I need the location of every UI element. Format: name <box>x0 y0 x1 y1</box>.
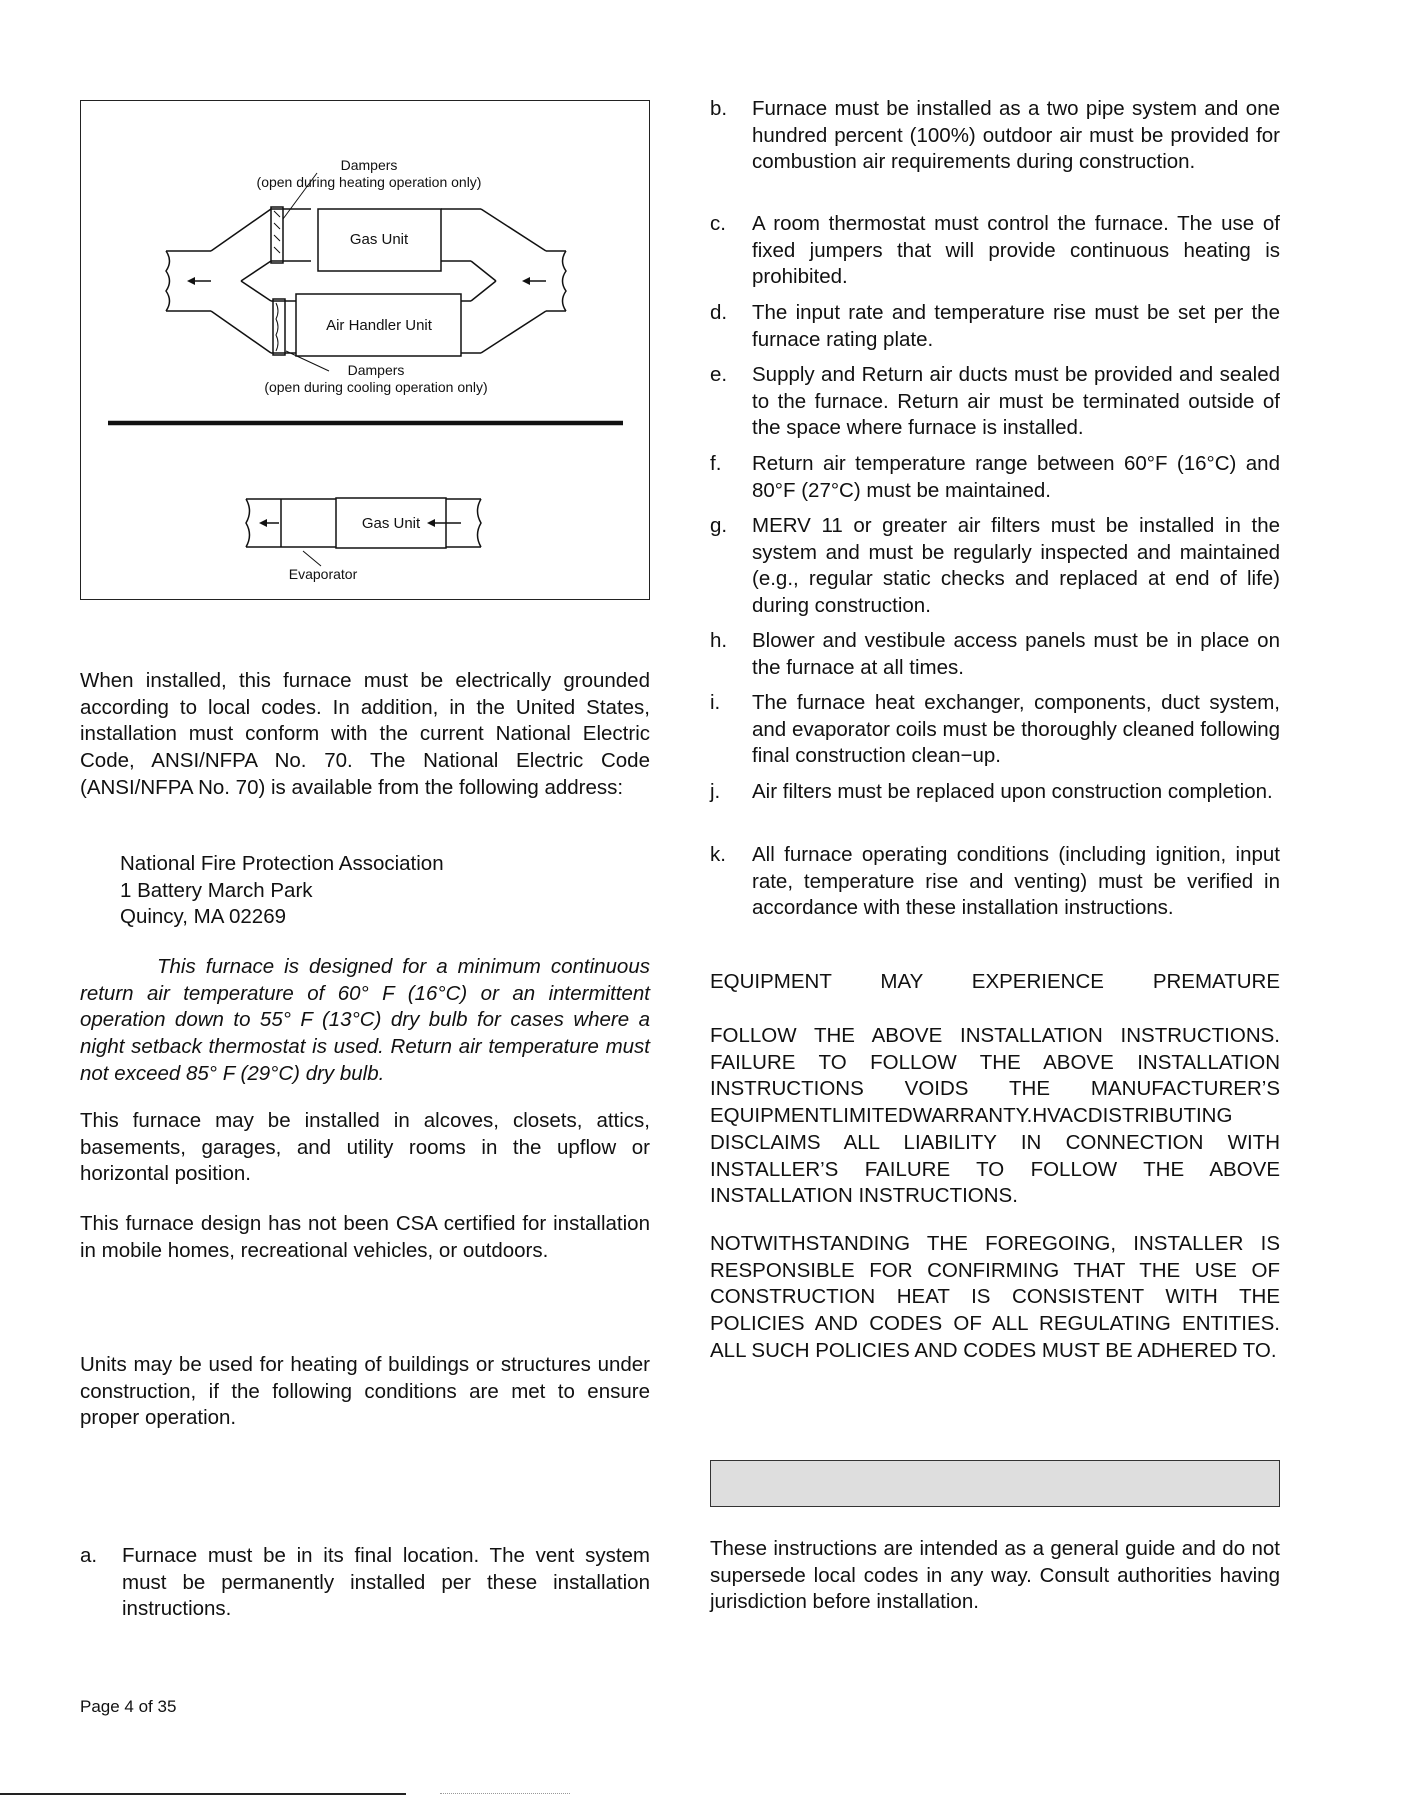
follow-text: FOLLOW THE ABOVE INSTALLATION INSTRUCTIONS. FAILURE TO FOLLOW THE ABOVE INSTALLATION INSTRUCTIONS VOIDS THE MANUFACTURER’S EQUIPMENTLIMITEDWARRANTY.HVACDISTRIBUTING DISCLAIMS ALL LIABILITY IN CONNECTION WITH INSTALLER’S FAILURE TO FOLLOW THE ABOVE INSTALLATION INSTRUCTIONS. <box>710 1024 1280 1208</box>
notwithstanding-warning <box>710 1231 1280 1365</box>
list-item-label: b. <box>710 97 728 120</box>
list-item-label: j. <box>710 780 721 803</box>
list-item-text: MERV 11 or greater air filters must be installed in the system and must be regularly inspected and maintained (e.g., regular static checks and replaced at end of life) during construction. <box>752 514 1280 618</box>
locations-text: This furnace may be installed in alcoves, closets, attics, basements, garages, and utility rooms in the upflow or horizontal position. <box>80 1109 650 1186</box>
list-item-label: d. <box>710 301 728 324</box>
list-item-f <box>710 451 1280 504</box>
dampers-bottom-note: (open during cooling operation only) <box>264 379 488 395</box>
nfpa-address <box>120 851 444 931</box>
gas-unit-label: Gas Unit <box>349 231 409 248</box>
return-air-text: This furnace is designed for a minimum continuous return air temperature of 60° F (16°C) or an intermittent operation down to 55° F (13°C) dry bulb for cases where a night setback thermostat is used. Return air temperature must not exceed 85° F (29°C) dry bulb. <box>80 955 650 1085</box>
bottom-dotted-rule <box>440 1793 570 1795</box>
list-item-i <box>710 690 1280 770</box>
section-header-box <box>710 1460 1280 1507</box>
list-item-a <box>80 1543 650 1623</box>
premature-warning <box>710 969 1280 996</box>
address-line-2: 1 Battery March Park <box>120 878 313 902</box>
list-item-text: Furnace must be in its final location. The vent system must be permanently installed per these installation instructions. <box>122 1544 650 1621</box>
not-certified-paragraph <box>80 1211 650 1264</box>
list-item-h <box>710 628 1280 681</box>
list-item-text: Blower and vestibule access panels must be in place on the furnace at all times. <box>752 629 1280 679</box>
follow-instructions-warning <box>710 1023 1280 1210</box>
list-item-label: h. <box>710 629 728 652</box>
list-item-text: Return air temperature range between 60°F (16°C) and 80°F (27°C) must be maintained. <box>752 452 1280 502</box>
list-item-text: Air filters must be replaced upon construction completion. <box>752 780 1273 803</box>
address-line-3: Quincy, MA 02269 <box>120 905 286 929</box>
general-guide-paragraph <box>710 1536 1280 1616</box>
dampers-top-note: (open during heating operation only) <box>256 174 482 190</box>
list-item-text: A room thermostat must control the furnace. The use of fixed jumpers that will provide continuous heating is prohibited. <box>752 212 1280 289</box>
construction-text: Units may be used for heating of buildings or structures under construction, if the following conditions are met to ensure proper operation. <box>80 1353 650 1430</box>
list-item-g <box>710 513 1280 620</box>
list-item-label: f. <box>710 452 722 475</box>
list-item-label: k. <box>710 843 726 866</box>
list-item-text: All furnace operating conditions (including ignition, input rate, temperature rise and venting) must be verified in accordance with these installation instructions. <box>752 843 1280 920</box>
ductwork-diagram-svg <box>81 101 651 601</box>
grounding-paragraph <box>80 668 650 802</box>
ductwork-diagram <box>80 100 650 600</box>
address-line-1: National Fire Protection Association <box>120 852 444 875</box>
list-item-text: Supply and Return air ducts must be provided and sealed to the furnace. Return air must be terminated outside of the space where furnace is installed. <box>752 363 1280 440</box>
not-certified-text: This furnace design has not been CSA certified for installation in mobile homes, recreational vehicles, or outdoors. <box>80 1212 650 1262</box>
bottom-rule <box>0 1793 406 1795</box>
gas-unit-label-2: Gas Unit <box>361 515 421 532</box>
list-item-d <box>710 300 1280 353</box>
list-item-text: The furnace heat exchanger, components, duct system, and evaporator coils must be thoroughly cleaned following final construction clean−up. <box>752 691 1280 768</box>
list-item-label: a. <box>80 1544 98 1567</box>
evaporator-label: Evaporator <box>288 566 358 582</box>
grounding-text: When installed, this furnace must be electrically grounded according to local codes. In addition, in the United States, installation must conform with the current National Electric Code, ANSI/NFPA No. 70. The National Electric Code (ANSI/NFPA No. 70) is available from the following address: <box>80 669 650 799</box>
dampers-top-label: Dampers <box>340 157 398 173</box>
construction-paragraph <box>80 1352 650 1432</box>
list-item-label: e. <box>710 363 728 386</box>
list-item-j <box>710 779 1280 806</box>
list-item-k <box>710 842 1280 922</box>
general-guide-text: These instructions are intended as a general guide and do not supersede local codes in any way. Consult authorities having jurisdiction before installation. <box>710 1537 1280 1614</box>
list-item-text: Furnace must be installed as a two pipe system and one hundred percent (100%) outdoor air must be provided for combustion air requirements during construction. <box>752 97 1280 174</box>
list-item-b <box>710 96 1280 176</box>
notwithstanding-text: NOTWITHSTANDING THE FOREGOING, INSTALLER IS RESPONSIBLE FOR CONFIRMING THAT THE USE OF CONSTRUCTION HEAT IS CONSISTENT WITH THE POLICIES AND CODES OF ALL REGULATING ENTITIES. ALL SUCH POLICIES AND CODES MUST BE ADHERED TO. <box>710 1232 1280 1362</box>
page-number: Page 4 of 35 <box>80 1697 177 1716</box>
list-item-label: i. <box>710 691 721 714</box>
locations-paragraph <box>80 1108 650 1188</box>
air-handler-label: Air Handler Unit <box>326 317 432 334</box>
list-item-text: The input rate and temperature rise must be set per the furnace rating plate. <box>752 301 1280 351</box>
list-item-c <box>710 211 1280 291</box>
list-item-e <box>710 362 1280 442</box>
list-item-label: c. <box>710 212 726 235</box>
return-air-paragraph <box>80 954 650 1088</box>
dampers-bottom-label: Dampers <box>347 362 405 378</box>
premature-text: EQUIPMENT MAY EXPERIENCE PREMATURE <box>710 970 1280 993</box>
list-item-label: g. <box>710 514 728 537</box>
